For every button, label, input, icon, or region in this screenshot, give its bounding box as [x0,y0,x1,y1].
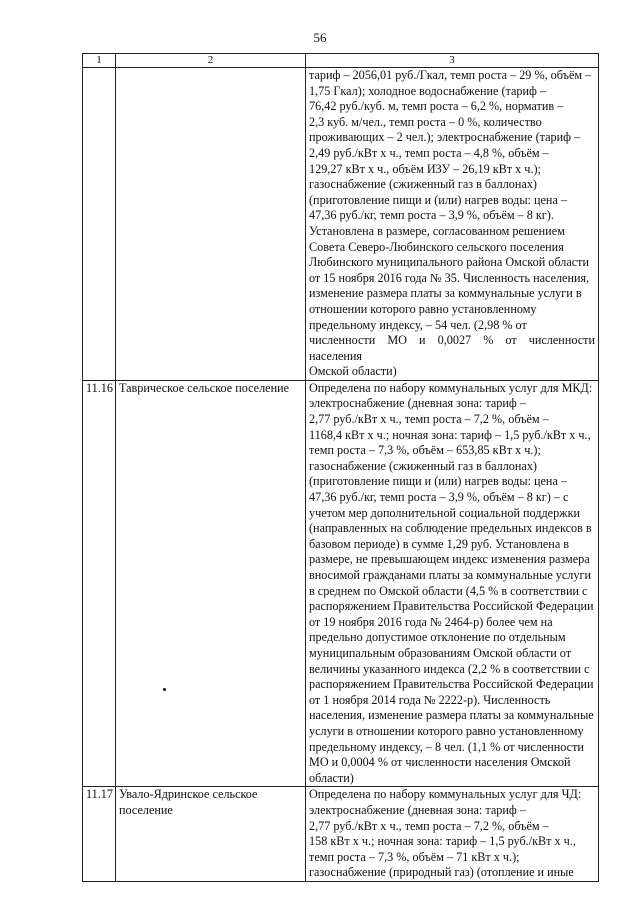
row-number: 11.16 [83,380,116,786]
text-line: распоряжением Правительства Российской Федерации [309,599,594,614]
text-line: газоснабжение (природный газ) (отопление и иные [309,865,574,880]
text-line: 47,36 руб./кг, темп роста – 3,9 %, объём – 8 кг). [309,208,554,223]
settlement-name: Увало-Ядринское сельское поселение [116,787,306,882]
header-col-3: 3 [306,54,599,68]
text-line: темп роста – 7,3 %, объём – 653,85 кВт х ч.); [309,443,541,458]
text-line: Любинского муниципального района Омской области [309,255,590,270]
text-line: Определена по набору коммунальных услуг для МКД: [309,380,593,395]
text-line: (приготовление пищи и (или) нагрев воды: цена – [309,192,568,207]
text-line: численности МО и 0,0027 % от численности населения [309,333,595,363]
text-line: области) [309,770,354,785]
text-line: тариф – 2056,01 руб./Гкал, темп роста – 29 %, объём – [309,68,592,82]
row-number: 11.17 [83,787,116,882]
text-line: проживающих – 2 чел.); электроснабжение (тариф – [309,130,581,145]
text-line: от 1 ноября 2014 года № 2222-р). Численность [309,692,551,707]
table-row [83,380,599,786]
table-row [83,787,599,882]
text-line: в среднем по Омской области (4,5 % в соответствии с [309,583,588,598]
row-description [306,380,599,786]
text-line: отношении которого равно установленному [309,301,537,316]
row-description [306,68,599,381]
stray-dot-mark [163,688,166,691]
text-line: услуги в отношении которого равно установленному [309,723,584,738]
text-line: газоснабжение (сжиженный газ в баллонах) [309,177,537,192]
text-line: от 19 ноября 2016 года № 2464-р) более чем на [309,614,553,629]
text-line: 2,77 руб./кВт х ч., темп роста – 7,2 %, объём – [309,412,549,427]
text-line: 1168,4 кВт х ч.; ночная зона: тариф – 1,5 руб./кВт х ч., [309,427,591,442]
text-line: (направленных на соблюдение предельных индексов в [309,521,592,536]
text-line: муниципальным образованиям Омской области от [309,645,572,660]
text-line: 2,49 руб./кВт х ч., темп роста – 4,8 %, объём – [309,145,549,160]
text-line: электроснабжение (дневная зона: тариф – [309,396,526,411]
table-row [83,68,599,381]
settlement-name [116,68,306,381]
text-line: распоряжением Правительства Российской Федерации [309,677,594,692]
text-line: 47,36 руб./кг, темп роста – 3,9 %, объём – 8 кг) – с [309,490,569,505]
text-line: величины указанного индекса (2,2 % в соответствии с [309,661,590,676]
row-number [83,68,116,381]
text-line: Определена по набору коммунальных услуг для ЧД: [309,787,582,802]
text-line: предельно допустимое отклонение по отдельным [309,630,566,645]
text-line: размере, не превышающем индекс изменения размера [309,552,590,567]
document-table [82,53,599,882]
header-col-1: 1 [83,54,116,68]
page-number: 56 [313,30,327,45]
text-line: Установлена в размере, согласованном решением [309,223,565,238]
text-line: базовом периоде) в сумме 1,29 руб. Установлена в [309,536,570,551]
text-line: вносимой гражданами платы за коммунальные услуги [309,568,591,582]
text-line: МО и 0,0004 % от численности населения Омской [309,755,571,770]
text-line: предельному индексу, – 54 чел. (2,98 % от [309,317,527,332]
text-line: газоснабжение (сжиженный газ в баллонах) [309,458,537,473]
text-line: Совета Северо-Любинского сельского поселения [309,239,564,254]
text-line: электроснабжение (дневная зона: тариф – [309,802,526,817]
header-col-2: 2 [116,54,306,68]
settlement-name: Таврическое сельское поселение [116,380,306,786]
text-line: (приготовление пищи и (или) нагрев воды: цена – [309,474,568,489]
text-line: от 15 ноября 2016 года № 35. Численность населения, [309,270,590,285]
text-line: 1,75 Гкал); холодное водоснабжение (тариф – [309,83,547,98]
text-line: предельному индексу, – 8 чел. (1,1 % от численности [309,739,584,754]
text-line: учетом мер дополнительной социальной поддержки [309,505,581,520]
text-line: 129,27 кВт х ч., объём ИЗУ – 26,19 кВт х ч.); [309,161,541,176]
text-line: населения, изменение размера платы за коммунальные [309,708,594,723]
text-line: Омской области) [309,364,397,379]
table-header-row [83,54,599,68]
text-line: 76,42 руб./куб. м, темп роста – 6,2 %, норматив – [309,99,564,114]
text-line: 2,77 руб./кВт х ч., темп роста – 7,2 %, объём – [309,818,549,833]
text-line: изменение размера платы за коммунальные услуги в [309,286,582,301]
text-line: темп роста – 7,3 %, объём – 71 кВт х ч.); [309,849,520,864]
text-line: 2,3 куб. м/чел., темп роста – 0 %, количество [309,114,542,129]
row-description [306,787,599,882]
text-line: 158 кВт х ч.; ночная зона: тариф – 1,5 руб./кВт х ч., [309,834,576,849]
